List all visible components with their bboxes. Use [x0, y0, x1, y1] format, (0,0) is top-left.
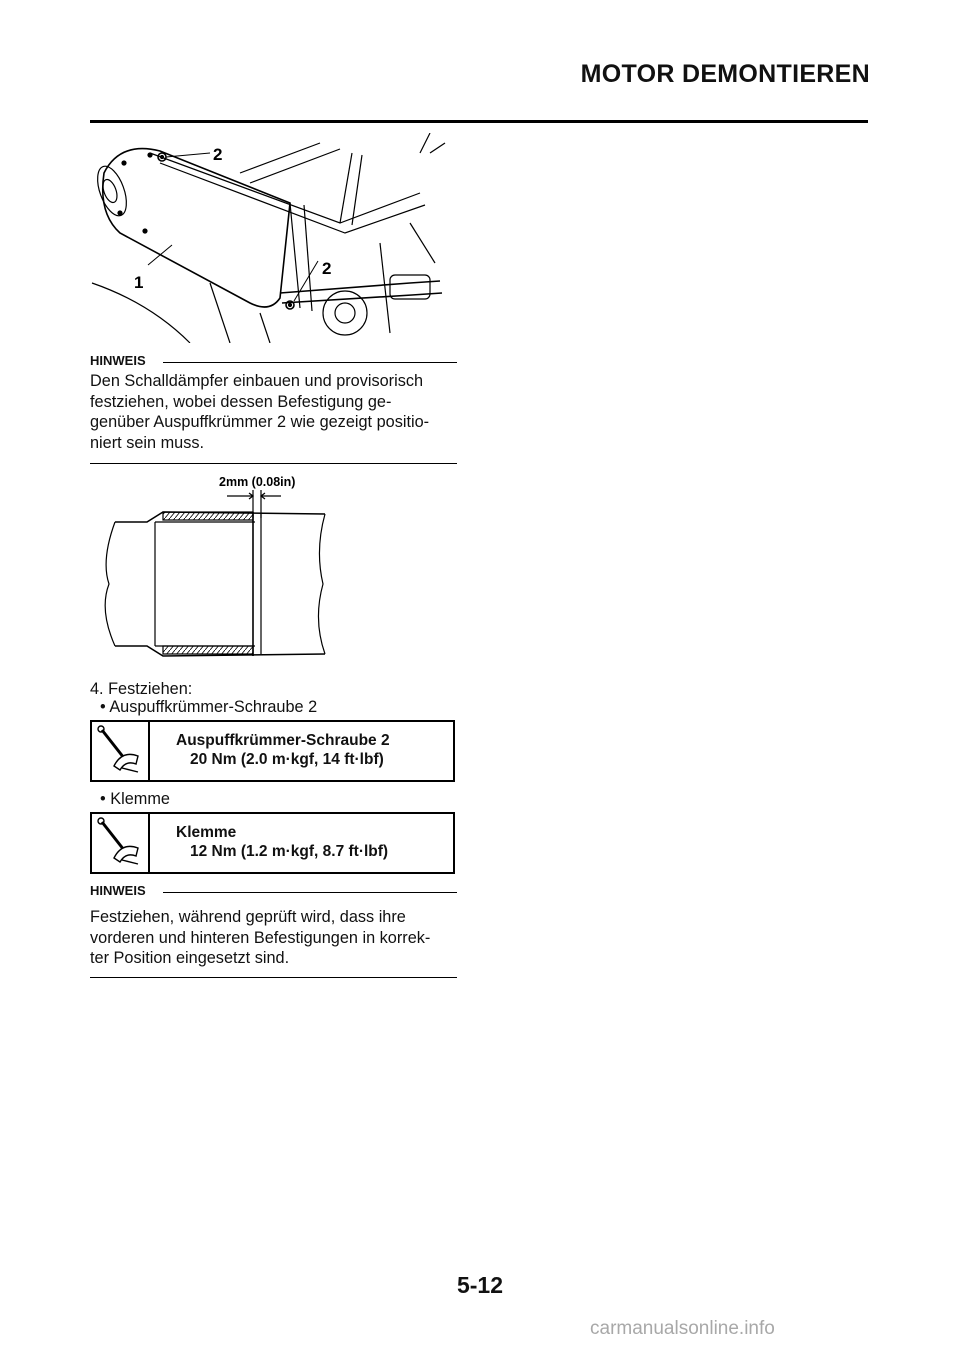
- note-header: [90, 883, 457, 897]
- note-label: HINWEIS: [90, 353, 146, 368]
- note-text: Festziehen, während geprüft wird, dass ihre vorderen und hinteren Befestigungen in korrek- ter Position eingesetzt sind.: [90, 908, 431, 967]
- note-end-rule: [90, 977, 457, 978]
- note-rule: [163, 362, 457, 363]
- page-number: 5-12: [456, 1272, 504, 1298]
- torque-spec-box: [90, 720, 455, 782]
- torque-wrench-icon: [92, 722, 144, 780]
- torque-spec-box: [90, 812, 455, 874]
- spec-title: Auspuffkrümmer-Schraube 2: [176, 732, 390, 749]
- step-title: 4. Festziehen:: [90, 680, 193, 698]
- header-rule: [90, 120, 868, 123]
- torque-wrench-icon: [92, 814, 144, 872]
- icon-cell: [92, 814, 150, 872]
- note-header: [90, 353, 457, 367]
- spec-title: Klemme: [176, 824, 237, 841]
- icon-cell: [92, 722, 150, 780]
- page-title: MOTOR DEMONTIEREN: [580, 60, 870, 88]
- watermark: carmanualsonline.info: [590, 1318, 775, 1339]
- muffler-illustration: [90, 133, 460, 343]
- callout-label: 2: [213, 145, 223, 164]
- spec-value: 12 Nm (1.2 m·kgf, 8.7 ft·lbf): [190, 843, 389, 860]
- spec-value: 20 Nm (2.0 m·kgf, 14 ft·lbf): [190, 751, 384, 768]
- note-text: Den Schalldämpfer einbauen und provisorisch festziehen, wobei dessen Befestigung ge- genüber Auspuffkrümmer 2 wie gezeigt positio- niert sein muss.: [90, 372, 430, 452]
- dimension-label: 2mm (0.08in): [219, 475, 296, 489]
- note-label: HINWEIS: [90, 883, 146, 898]
- note-end-rule: [90, 463, 457, 464]
- note-rule: [163, 892, 457, 893]
- pipe-gap-illustration: [95, 470, 335, 670]
- callout-label: 1: [134, 273, 144, 292]
- step-bullet: • Auspuffkrümmer-Schraube 2: [100, 698, 318, 716]
- step-bullet: • Klemme: [100, 790, 170, 808]
- callout-label: 2: [322, 259, 332, 278]
